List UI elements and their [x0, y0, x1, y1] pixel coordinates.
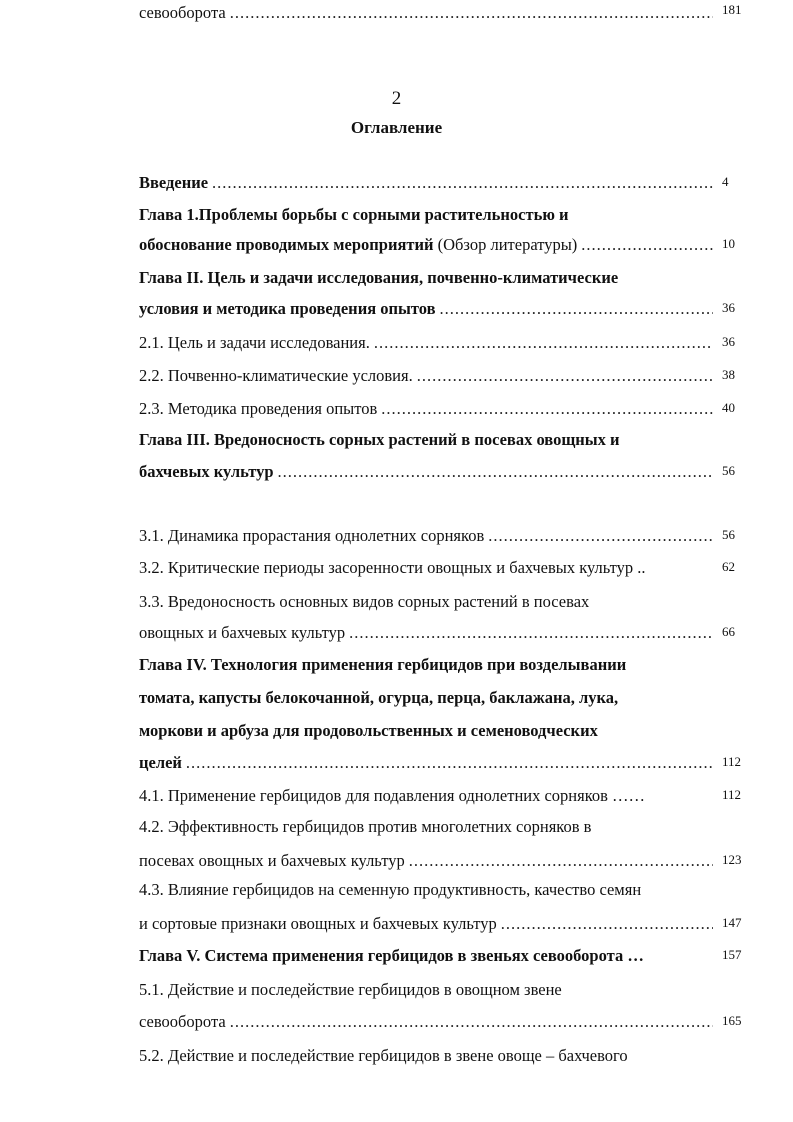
toc-line: [139, 0, 713, 26]
toc-title: Оглавление: [350, 118, 443, 137]
toc-line-text: [139, 232, 577, 258]
dot-leader: [417, 363, 713, 389]
toc-line-text: [139, 202, 569, 228]
toc-page-number: 147: [722, 915, 742, 930]
toc-line: [139, 170, 713, 196]
toc-line-text: [139, 750, 182, 776]
toc-line: [139, 202, 713, 228]
toc-line: [139, 783, 713, 809]
toc-line-label: 4.1. Применение гербицидов для подавления однолетних сорняков ……: [139, 786, 646, 805]
toc-line-text: [139, 555, 646, 581]
toc-page-number: 38: [722, 367, 735, 382]
toc-line-note: (Обзор литературы): [433, 235, 578, 254]
toc-line-text: [139, 977, 562, 1003]
toc-line-text: [139, 783, 645, 809]
toc-line-label: условия и методика проведения опытов: [139, 299, 436, 318]
dot-leader: [409, 848, 713, 874]
toc-page-number: 66: [722, 624, 735, 639]
toc-line: [139, 265, 713, 291]
toc-line-label: и сортовые признаки овощных и бахчевых культур: [139, 914, 497, 933]
toc-line-text: [139, 296, 436, 322]
toc-page-number: 36: [722, 334, 735, 349]
toc-line-text: [139, 814, 591, 840]
toc-line-label: овощных и бахчевых культур: [139, 623, 346, 642]
toc-line: [139, 814, 713, 840]
toc-line: [139, 848, 713, 874]
dot-leader: [381, 396, 713, 422]
toc-line-label: целей: [139, 753, 182, 772]
dot-leader: [581, 232, 713, 258]
toc-line: [139, 555, 713, 581]
toc-line-text: [139, 523, 484, 549]
toc-line-text: [139, 848, 405, 874]
dot-leader: [230, 0, 713, 26]
toc-line: [139, 459, 713, 485]
toc-page-number: 112: [722, 754, 742, 769]
toc-page-number: 4: [722, 174, 729, 189]
toc-line: [139, 1043, 713, 1069]
toc-line-label: Глава 1.Проблемы борьбы с сорными растительностью и: [139, 205, 569, 224]
toc-line-label: Введение: [139, 173, 209, 192]
toc-line-label: 4.2. Эффективность гербицидов против многолетних сорняков в: [139, 817, 592, 836]
toc-line: [139, 911, 713, 937]
toc-line-label: севооборота: [139, 3, 226, 22]
toc-line-label: 5.2. Действие и последействие гербицидов в звене овоще – бахчевого: [139, 1046, 628, 1065]
toc-line: [139, 877, 713, 903]
toc-line-label: 2.1. Цель и задачи исследования.: [139, 333, 370, 352]
toc-line-label: 3.2. Критические периоды засоренности овощных и бахчевых культур ..: [139, 558, 646, 577]
toc-line-text: [139, 363, 413, 389]
toc-line: [139, 363, 713, 389]
toc-page-number: 56: [722, 463, 735, 478]
toc-line: [139, 296, 713, 322]
toc-line: [139, 1009, 713, 1035]
toc-page-number: 10: [722, 236, 735, 251]
toc-line-text: [139, 330, 370, 356]
toc-line-label: посевах овощных и бахчевых культур: [139, 851, 405, 870]
toc-line-text: [139, 396, 377, 422]
dot-leader: [186, 750, 713, 776]
dot-leader: [440, 296, 713, 322]
toc-line: [139, 750, 713, 776]
page-number: 2: [391, 88, 402, 109]
toc-page-number: 112: [722, 787, 742, 802]
toc-line-label: 3.3. Вредоносность основных видов сорных растений в посевах: [139, 592, 590, 611]
toc-line: [139, 232, 713, 258]
toc-line: [139, 943, 713, 969]
toc-page-number: 165: [722, 1013, 742, 1028]
toc-line-label: бахчевых культур: [139, 462, 274, 481]
toc-line: [139, 652, 713, 678]
toc-line-text: [139, 652, 626, 678]
toc-line-label: 5.1. Действие и последействие гербицидов в овощном звене: [139, 980, 562, 999]
toc-line-text: [139, 685, 618, 711]
dot-leader: [212, 170, 713, 196]
toc-line-text: [139, 459, 274, 485]
toc-line: [139, 427, 713, 453]
toc-line-text: [139, 0, 226, 26]
toc-line-text: [139, 911, 497, 937]
toc-line-text: [139, 718, 598, 744]
toc-line: [139, 330, 713, 356]
toc-line-text: [139, 943, 644, 969]
toc-page-number: 181: [722, 2, 742, 17]
toc-line: [139, 523, 713, 549]
dot-leader: [501, 911, 713, 937]
toc-line-text: [139, 589, 589, 615]
toc-line-label: Глава III. Вредоносность сорных растений в посевах овощных и: [139, 430, 620, 449]
dot-leader: [349, 620, 713, 646]
toc-line-text: [139, 170, 208, 196]
toc-line-text: [139, 877, 641, 903]
toc-line: [139, 620, 713, 646]
toc-page-number: 56: [722, 527, 735, 542]
toc-line: [139, 589, 713, 615]
toc-line: [139, 977, 713, 1003]
toc-line-label: 4.3. Влияние гербицидов на семенную продуктивность, качество семян: [139, 880, 642, 899]
toc-line: [139, 718, 713, 744]
toc-line-text: [139, 620, 345, 646]
toc-line: [139, 396, 713, 422]
dot-leader: [230, 1009, 713, 1035]
toc-page-number: 123: [722, 852, 742, 867]
dot-leader: [278, 459, 713, 485]
dot-leader: [374, 330, 713, 356]
toc-page-number: 40: [722, 400, 735, 415]
toc-line-text: [139, 1043, 628, 1069]
toc-line-label: 2.3. Методика проведения опытов: [139, 399, 378, 418]
toc-line-label: обоснование проводимых мероприятий: [139, 235, 434, 254]
toc-line: [139, 685, 713, 711]
toc-page-number: 62: [722, 559, 735, 574]
toc-page-number: 157: [722, 947, 742, 962]
toc-line-label: Глава IV. Технология применения гербицидов при возделывании: [139, 655, 627, 674]
toc-line-label: Глава V. Система применения гербицидов в звеньях севооборота …: [139, 946, 644, 965]
toc-line-label: Глава II. Цель и задачи исследования, почвенно-климатические: [139, 268, 619, 287]
toc-line-text: [139, 1009, 226, 1035]
toc-line-text: [139, 427, 620, 453]
toc-line-label: 3.1. Динамика прорастания однолетних сорняков: [139, 526, 485, 545]
toc-line-label: моркови и арбуза для продовольственных и семеноводческих: [139, 721, 598, 740]
toc-line-label: севооборота: [139, 1012, 226, 1031]
toc-page-number: 36: [722, 300, 735, 315]
toc-line-label: томата, капусты белокочанной, огурца, перца, баклажана, лука,: [139, 688, 619, 707]
dot-leader: [488, 523, 713, 549]
toc-line-text: [139, 265, 618, 291]
toc-line-label: 2.2. Почвенно-климатические условия.: [139, 366, 413, 385]
